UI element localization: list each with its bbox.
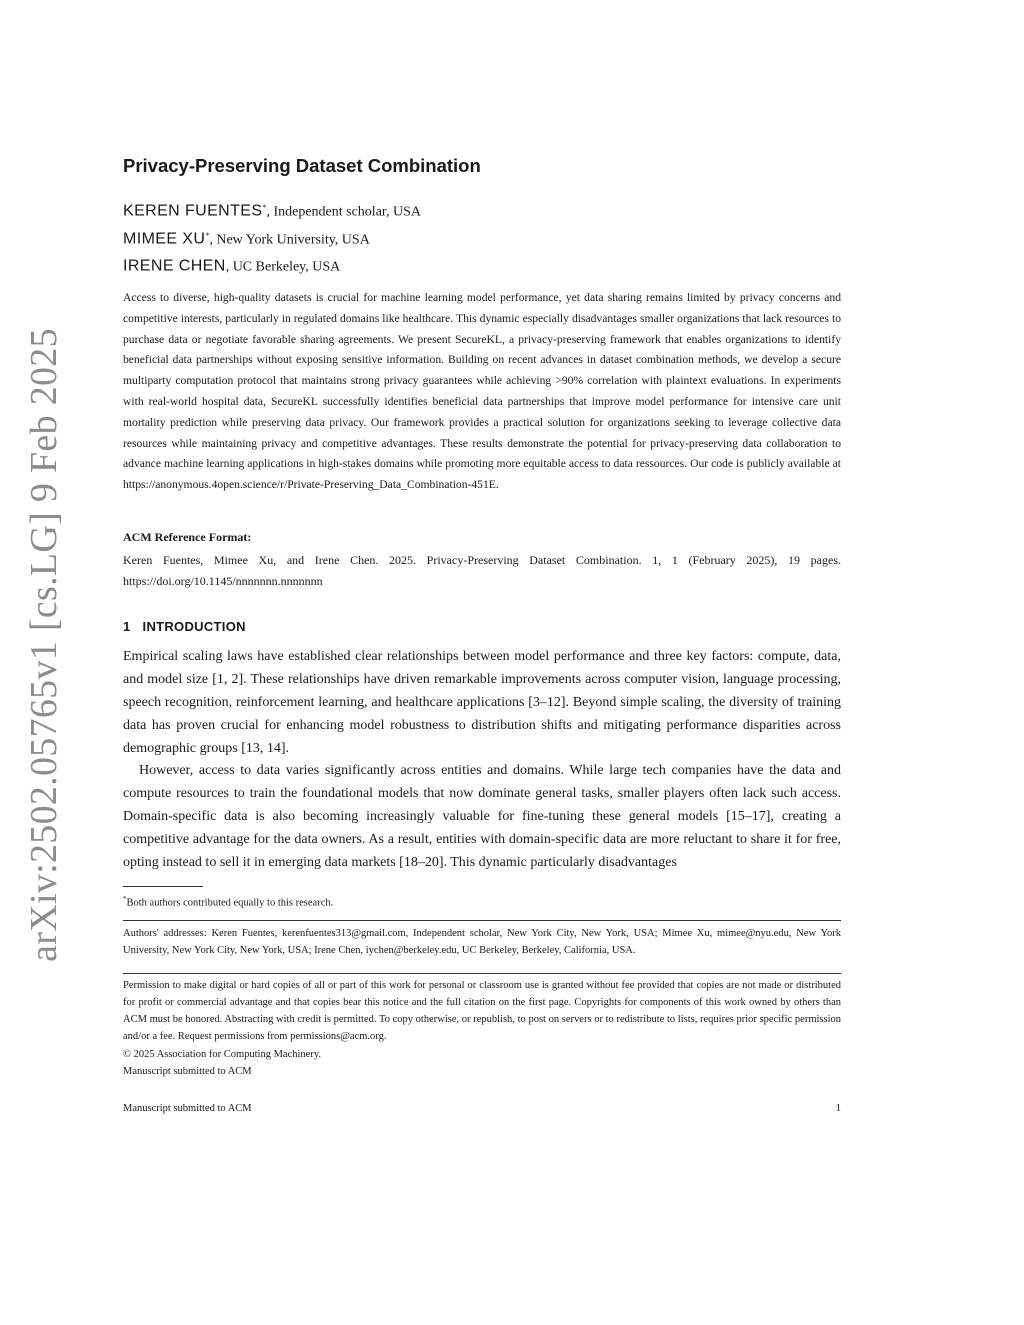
author-affiliation: , UC Berkeley, USA	[225, 259, 341, 275]
divider	[123, 920, 841, 921]
acm-reference-heading: ACM Reference Format:	[123, 530, 252, 544]
author-affiliation: , Independent scholar, USA	[266, 204, 422, 220]
copyright-notice: © 2025 Association for Computing Machinery.	[123, 1049, 322, 1060]
page-number: 1	[835, 1103, 841, 1114]
author-line	[123, 226, 370, 251]
acm-reference-text: Keren Fuentes, Mimee Xu, and Irene Chen. 2025. Privacy-Preserving Dataset Combination. 1, 1 (February 2025), 19 pages. https://doi.org/10.1145/nnnnnnn.nnnnnnn	[123, 553, 841, 588]
arxiv-stamp-text: arXiv:2502.05765v1 [cs.LG] 9 Feb 2025	[23, 328, 65, 962]
manuscript-note: Manuscript submitted to ACM	[123, 1066, 252, 1077]
author-line	[123, 198, 421, 223]
permission-notice: Permission to make digital or hard copies of all or part of this work for personal or classroom use is granted without fee provided that copies are not made or distributed for profit or commercial advantage and that copies bear this notice and the full citation on the first page. Copyrights for components of this work owned by others than ACM must be honored. Abstracting with credit is permitted. To copy otherwise, or republish, to post on servers or to redistribute to lists, requires prior specific permission and/or a fee. Request permissions from permissions@acm.org.	[123, 980, 841, 1042]
author-name: KEREN FUENTES	[123, 202, 263, 220]
author-marker: *	[262, 203, 267, 212]
abstract: Access to diverse, high-quality datasets is crucial for machine learning model performance, yet data sharing remains limited by privacy concerns and competitive interests, particularly in regulated domains like healthcare. This dynamic especially disadvantages smaller organizations that lack resources to purchase data or negotiate favorable sharing agreements. We present SecureKL, a privacy-preserving framework that enables organizations to identify beneficial data partnerships without exposing sensitive information. Building on recent advances in dataset combination methods, we develop a secure multiparty computation protocol that maintains strong privacy guarantees while achieving >90% correlation with plaintext evaluations. In experiments with real-world hospital data, SecureKL successfully identifies beneficial data partnerships that improve model performance for intensive care unit mortality prediction while preserving data privacy. Our framework provides a practical solution for organizations seeking to leverage collective data resources while maintaining privacy and competitive advantages. These results demonstrate the potential for privacy-preserving data collaboration to advance machine learning applications in high-stakes domains while promoting more equitable access to data ressources. Our code is publicly available at https://anonymous.4open.science/r/Private-Preserving_Data_Combination-451E.	[123, 291, 841, 492]
author-marker: *	[205, 231, 210, 240]
author-line	[123, 253, 340, 278]
section-title: INTRODUCTION	[142, 619, 246, 634]
footnote-marker: *	[123, 895, 127, 903]
author-name: MIMEE XU	[123, 230, 206, 248]
page-footer	[123, 1100, 841, 1117]
footnote-text: Both authors contributed equally to this research.	[126, 897, 334, 909]
paper-title: Privacy-Preserving Dataset Combination	[123, 155, 481, 176]
body-paragraph: However, access to data varies significantly across entities and domains. While large tech companies have the data and compute resources to train the foundational models that now dominate general tasks, smaller players often lack such access. Domain-specific data is also becoming increasingly valuable for fine-tuning these general models [15–17], creating a competitive advantage for the data owners. As a result, entities with domain-specific data are more reluctant to share it for free, opting instead to sell it in emerging data markets [18–20]. This dynamic particularly disadvantages	[123, 763, 841, 870]
author-affiliation: , New York University, USA	[209, 232, 370, 248]
section-heading	[123, 619, 246, 634]
body-paragraph: Empirical scaling laws have established clear relationships between model performance and three key factors: compute, data, and model size [1, 2]. These relationships have driven remarkable improvements across computer vision, language processing, speech recognition, reinforcement learning, and healthcare applications [3–12]. Beyond simple scaling, the diversity of training data has proven crucial for enhancing model robustness to distribution shifts and mitigating performance disparities across demographic groups [13, 14].	[123, 649, 841, 756]
footer-left: Manuscript submitted to ACM	[123, 1103, 252, 1114]
footnote	[123, 892, 333, 911]
footnote-rule	[123, 886, 203, 887]
author-name: IRENE CHEN	[123, 257, 226, 275]
divider	[123, 973, 841, 974]
author-addresses: Authors' addresses: Keren Fuentes, kerenfuentes313@gmail.com, Independent scholar, New York City, New York, USA; Mimee Xu, mimee@nyu.edu, New York University, New York City, New York, USA; Irene Chen, iychen@berkeley.edu, UC Berkeley, Berkeley, California, USA.	[123, 928, 841, 956]
section-number: 1	[123, 619, 131, 634]
